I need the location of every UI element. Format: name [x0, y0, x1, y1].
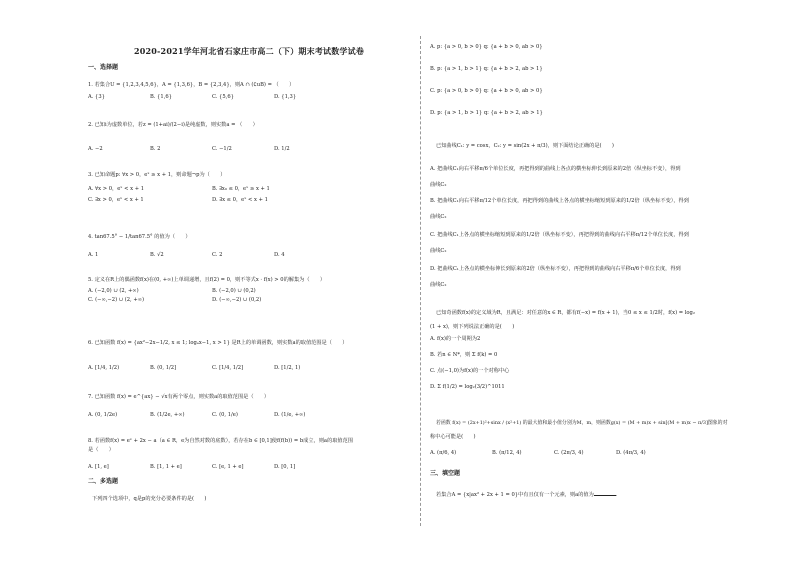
option: A. (0, 1/2e)	[88, 412, 118, 418]
option: D. (4π/3, 4)	[616, 450, 646, 456]
option: A. −2	[88, 146, 103, 152]
question-stem-cont: 称中心可能是( )	[430, 434, 476, 440]
option: B. 若n ∈ N*，则 Σ f(k) = 0	[430, 352, 498, 358]
section-heading: 三、填空题	[430, 470, 461, 477]
right-column	[430, 0, 770, 562]
option: D. (1/e, +∞)	[274, 412, 306, 418]
option: B. p: {a > 1, b > 1} q: {a + b > 2, ab > 1}	[430, 66, 543, 72]
option: A. (π/6, 4)	[430, 450, 457, 456]
option: A. [1/4, 1/2)	[88, 365, 120, 371]
option: C. (−∞,−2) ∪ (2, +∞)	[88, 297, 145, 303]
option: C. −1/2	[212, 146, 232, 152]
question-stem: 若函数 f(x) = (2x+1)²+sinx / (x²+1) 的最大值和最小值分别为M，m，则函数g(x) = (M + m)x + sin[(M + m)x − π/3]图象的对	[436, 420, 728, 426]
option: C. ∃x > 0，eˣ < x + 1	[88, 197, 144, 203]
question-stem: 6. 已知函数 f(x) = {ax²−2x−1/2, x ≤ 1; logₐx−1, x > 1} 是R上的单调函数，则实数a的取值范围是（ ）	[88, 340, 348, 346]
left-column	[88, 0, 410, 562]
option: A. 把曲线C₁向右平移π/6个单位长度，再把得到的曲线上各点的横坐标伸长到原来的2倍（纵坐标不变），得到	[430, 166, 681, 172]
option: D. Σ f(1/2) = log₂(3/2)^1011	[430, 384, 505, 390]
option: A. {3}	[88, 94, 105, 100]
option: A. [1, e]	[88, 464, 109, 470]
question-stem: 8. 若函数f(x) = eˣ + 2x − a（a ∈ R，e为自然对数的底数），若存在b ∈ [0,1]使f(f(b)) = b成立，则a的取值范围	[88, 438, 353, 444]
option: C. 点(−1,0)为f(x)的一个对称中心	[430, 368, 510, 374]
question-stem: 3. 已知命题p: ∀x > 0，eˣ ≥ x + 1，则命题¬p为（ ）	[88, 172, 226, 178]
question-stem: 5. 定义在R上的偶函数f(x)在(0, +∞)上单调递增，且f(2) = 0，则不等式x · f(x) > 0的解集为（ ）	[88, 277, 326, 283]
option: C. (0, 1/e)	[212, 412, 238, 418]
option: D. (−∞,−2) ∪ (0,2)	[212, 297, 262, 303]
option: B. (−2,0) ∪ (0,2)	[212, 288, 256, 294]
option-cont: 曲线C₂	[430, 248, 447, 254]
option-cont: 曲线C₂	[430, 282, 447, 288]
option: D. 4	[274, 252, 285, 258]
option: C. {5,6}	[212, 94, 234, 100]
option: D. ∃x ≤ 0，eˣ < x + 1	[212, 197, 268, 203]
option: B. 把曲线C₁向右平移π/12个单位长度，再把得到的曲线上各点的横坐标缩短到原来的1/2倍（纵坐标不变），得到	[430, 198, 689, 204]
option: C. [1/4, 1/2]	[212, 365, 244, 371]
answer-blank[interactable]	[594, 490, 616, 496]
option: D. [0, 1]	[274, 464, 296, 470]
section-heading: 二、多选题	[88, 478, 119, 485]
option: D. {1,3}	[274, 94, 297, 100]
option: C. [e, 1 + e]	[212, 464, 244, 470]
option: B. (0, 1/2]	[150, 365, 177, 371]
option-cont: 曲线C₂	[430, 182, 447, 188]
option: B. [1, 1 + e]	[150, 464, 182, 470]
option: B. {1,6}	[150, 94, 172, 100]
option: B. (1/2e, +∞)	[150, 412, 185, 418]
question-stem: 1. 若集合U = {1,2,3,4,5,6}，A = {1,3,6}，B = {2,3,4}，则A ∩ (∁uB) = （ ）	[88, 82, 295, 88]
question-stem: 已知曲线C₁: y = cosx，C₂: y = sin(2x + π/3)，则下面结论正确的是( )	[436, 143, 614, 149]
option: D. 1/2	[274, 146, 290, 152]
option: A. 1	[88, 252, 99, 258]
option: A. f(x)的一个周期为2	[430, 336, 481, 342]
option: B. (π/12, 4)	[492, 450, 522, 456]
question-stem: 4. tan67.5° − 1/tan67.5° 的值为（ ）	[88, 234, 191, 240]
option: D. 把曲线C₁上各点的横坐标伸长到原来的2倍（纵坐标不变），再把得到的曲线向右平移π/6个单位长度，得到	[430, 266, 681, 272]
option-cont: 曲线C₂	[430, 214, 447, 220]
fill-blank-question: 若集合A = {x|ax² + 2x + 1 = 0}中有且仅有一个元素，则a的值为 .	[436, 492, 618, 498]
option: D. [1/2, 1)	[274, 365, 301, 371]
section-heading: 一、选择题	[88, 64, 119, 71]
option: C. 把曲线C₁上各点的横坐标缩短到原来的1/2倍（纵坐标不变），再把得到的曲线向右平移π/12个单位长度，得到	[430, 232, 689, 238]
question-stem: 7. 已知函数 f(x) = e^{ax} − √x有两个零点，则实数a的取值范围是（ ）	[88, 394, 270, 400]
option: D. p: {a > 1, b > 1} q: {a + b > 2, ab > 1}	[430, 110, 543, 116]
question-stem-cont: 是（ ）	[88, 447, 114, 453]
page-title: 2020-2021学年河北省石家庄市高二（下）期末考试数学试卷	[133, 46, 365, 56]
question-stem: 已知奇函数f(x)的定义域为R，且满足：对任意的x ∈ R，都有f(−x) = f(x + 1)，当0 ≤ x ≤ 1/2时，f(x) = log₂	[436, 310, 695, 316]
option: A. p: {a > 0, b > 0} q: {a + b > 0, ab > 0}	[430, 44, 543, 50]
question-stem: 下列四个选项中，q是p的充分必要条件的是( )	[92, 496, 207, 502]
question-stem-cont: (1 + x)，则下列说法正确的是( )	[430, 324, 515, 330]
option: B. 2	[150, 146, 161, 152]
option: C. 2	[212, 252, 223, 258]
column-divider	[420, 36, 421, 526]
question-stem: 2. 已知i为虚数单位，若z = (1+ai)/(2−i)是纯虚数，则实数a = （ ）	[88, 122, 258, 128]
option: B. √2	[150, 252, 164, 258]
option: C. p: {a > 0, b > 0} q: {a + b > 0, ab > 0}	[430, 88, 543, 94]
option: B. ∃x₀ ≤ 0，eˣ ≥ x + 1	[212, 186, 270, 192]
question-stem: 若集合A = {x|ax² + 2x + 1 = 0}中有且仅有一个元素，则a的值为	[436, 492, 594, 498]
option: A. ∀x > 0，eˣ < x + 1	[88, 186, 145, 192]
option: A. (−2,0) ∪ (2, +∞)	[88, 288, 139, 294]
option: C. (2π/3, 4)	[554, 450, 584, 456]
